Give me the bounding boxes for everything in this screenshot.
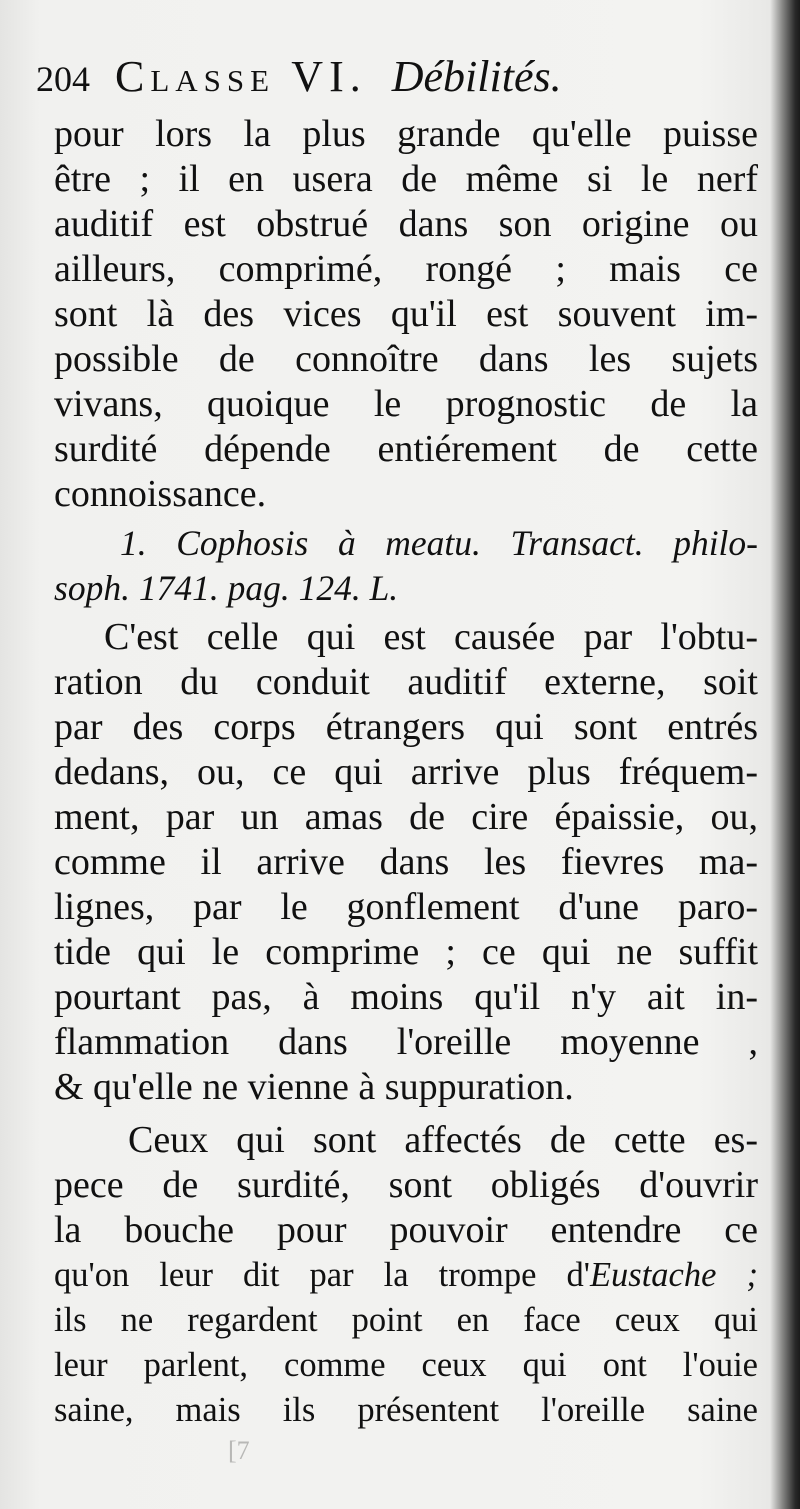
class-title: Classe VI. (115, 52, 367, 101)
subheading (54, 521, 758, 611)
page-number: 204 (36, 59, 90, 99)
paragraph-2 (54, 615, 758, 1110)
text-line: surdité dépende entiérement de cette (54, 428, 758, 470)
subheading-line: soph. 1741. pag. 124. L. (54, 568, 399, 608)
body-text (54, 112, 758, 1433)
text-line: lignes, par le gonflement d'une paro- (54, 886, 758, 928)
text-line: leur parlent, comme ceux qui ont l'ouie (54, 1346, 758, 1384)
text-line: Ceux qui sont affectés de cette es- (128, 1119, 758, 1161)
text-line: par des corps étrangers qui sont entrés (54, 706, 758, 748)
text-line: sont là des vices qu'il est souvent im- (54, 293, 758, 335)
running-header (36, 52, 756, 102)
text-line: ration du conduit auditif externe, soit (54, 661, 758, 703)
proper-name-italic: Eustache ; (589, 1256, 758, 1294)
text-line: saine, mais ils présentent l'oreille saine (54, 1391, 758, 1429)
text-line: & qu'elle ne vienne à suppuration. (54, 1066, 574, 1108)
text-line: ils ne regardent point en face ceux qui (54, 1301, 758, 1339)
text-line: vivans, quoique le prognostic de la (54, 383, 758, 425)
text-line (54, 1253, 758, 1298)
text-line: flammation dans l'oreille moyenne , (54, 1021, 758, 1063)
text-line: pourtant pas, à moins qu'il n'y ait in- (54, 976, 758, 1018)
text-line: pece de surdité, sont obligés d'ouvrir (54, 1164, 758, 1206)
text-line: ment, par un amas de cire épaissie, ou, (54, 796, 758, 838)
text-line: comme il arrive dans les fievres ma- (54, 841, 758, 883)
text-line: possible de connoître dans les sujets (54, 338, 758, 380)
text-line: auditif est obstrué dans son origine ou (54, 203, 758, 245)
section-title: Débilités. (391, 52, 562, 101)
text-line: pour lors la plus grande qu'elle puisse (54, 113, 758, 155)
paragraph-1 (54, 112, 758, 517)
text-line: ailleurs, comprimé, rongé ; mais ce (54, 248, 758, 290)
text-line: la bouche pour pouvoir entendre ce (54, 1209, 758, 1251)
text-line: dedans, ou, ce qui arrive plus fréquem- (54, 751, 758, 793)
signature-mark: [7 (228, 1436, 250, 1465)
text-line: connoissance. (54, 473, 267, 515)
text-line-start: qu'on leur dit par la trompe d' (54, 1256, 590, 1294)
paragraph-3 (54, 1118, 758, 1433)
text-line: être ; il en usera de même si le nerf (54, 158, 758, 200)
text-line: C'est celle qui est causée par l'obtu- (104, 616, 758, 658)
text-line: tide qui le comprime ; ce qui ne suffit (54, 931, 758, 973)
subheading-line: 1. Cophosis à meatu. Transact. philo- (120, 523, 758, 563)
